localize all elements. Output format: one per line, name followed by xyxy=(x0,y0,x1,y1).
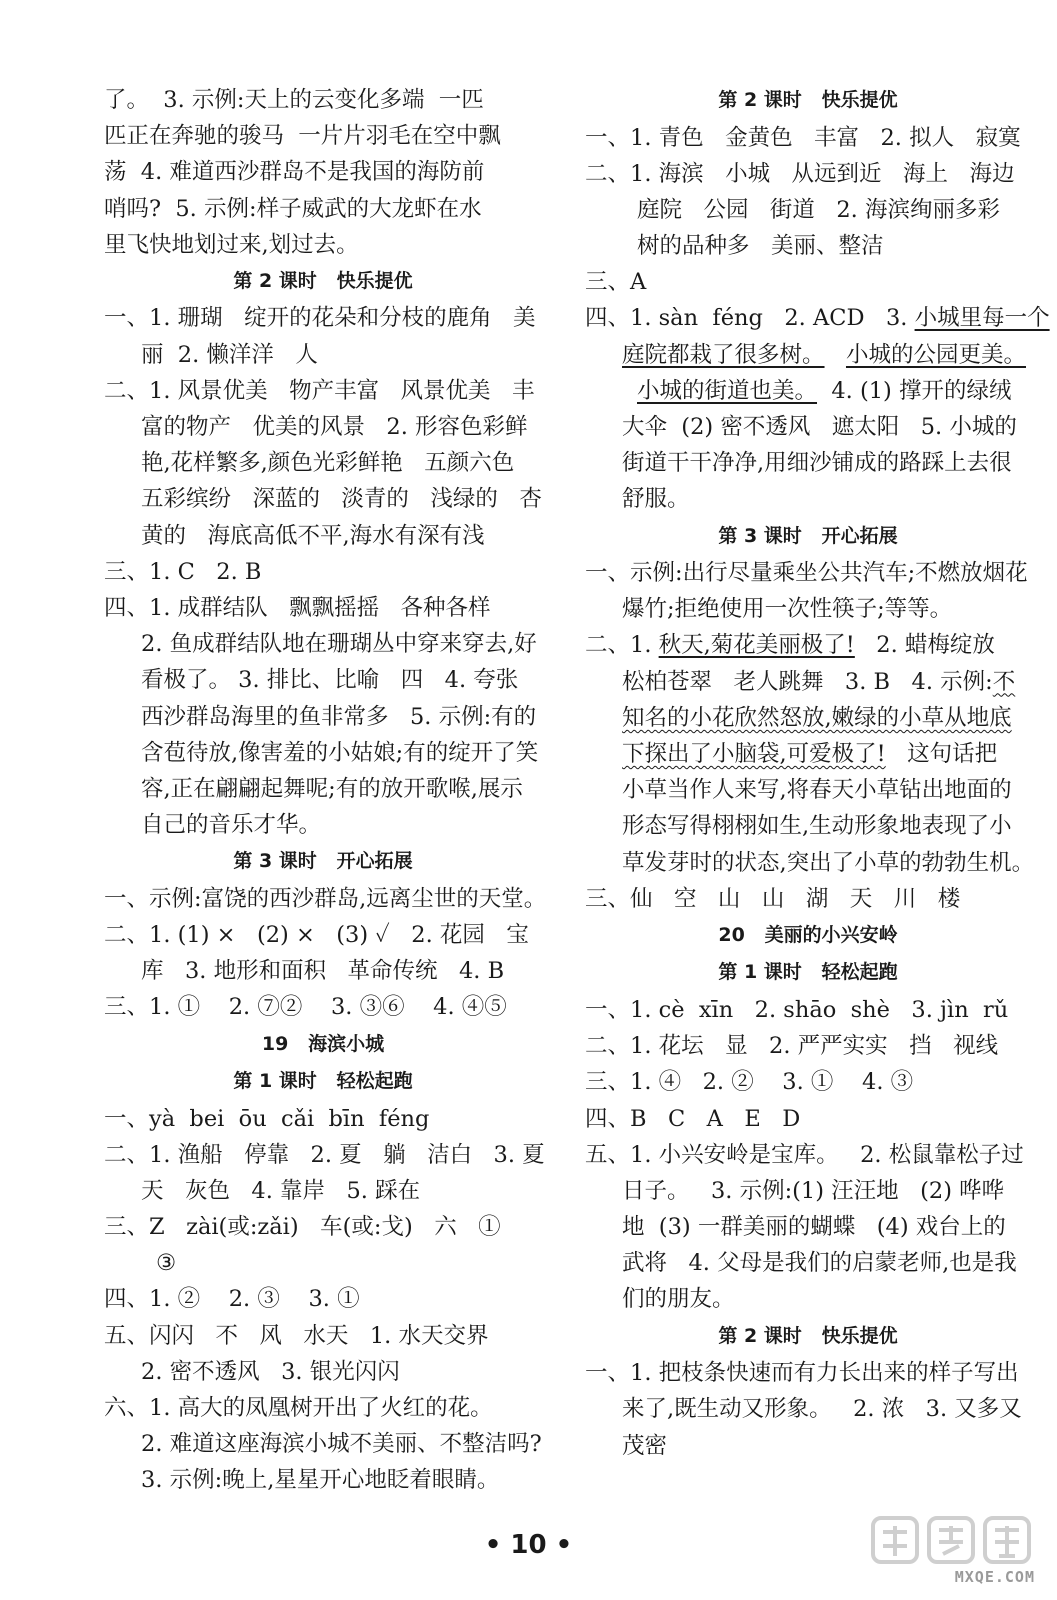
answer-line: 庭院 公园 街道 2. 海滨绚丽多彩 xyxy=(637,196,1000,223)
answer-line: 四、1. 成群结队 飘飘摇摇 各种各样 xyxy=(104,594,491,621)
answer-line: 二、1. 风景优美 物产丰富 风景优美 丰 xyxy=(104,377,535,404)
section-heading: 第 3 课时 开心拓展 xyxy=(233,850,413,873)
answer-line xyxy=(585,373,1031,409)
underlined-answer: 小城里每一个 xyxy=(914,305,1050,332)
answer-line: 了。 3. 示例:天上的云变化多端 一匹 xyxy=(104,87,484,113)
answer-text: 这句话把 xyxy=(885,741,998,767)
answer-text xyxy=(825,342,846,368)
lesson-title: 19 海滨小城 xyxy=(261,1032,385,1055)
answer-line: 一、yà bei ōu cǎi bīn féng xyxy=(104,1105,430,1132)
answer-line: 库 3. 地形和面积 革命传统 4. B xyxy=(141,958,505,985)
answer-line: 天 灰色 4. 靠岸 5. 踩在 xyxy=(141,1177,421,1204)
answer-line: 一、1. 把枝条快速而有力长出来的样子写出 xyxy=(585,1360,1019,1387)
answer-line: 二、1. (1) × (2) × (3) ✓ 2. 花园 宝 xyxy=(104,921,529,948)
answer-line: 茂密 xyxy=(622,1432,668,1459)
answer-line: 2. 鱼成群结队地在珊瑚丛中穿来穿去,好 xyxy=(141,631,537,658)
answer-line: 五彩缤纷 深蓝的 淡青的 浅绿的 杏 xyxy=(141,486,542,513)
underlined-answer: 小城的街道也美。 xyxy=(637,377,818,404)
answer-line: 富的物产 优美的风景 2. 形容色彩鲜 xyxy=(141,414,528,440)
answer-line: 地 (3) 一群美丽的蝴蝶 (4) 戏台上的 xyxy=(622,1214,1006,1241)
answer-line: 形态写得栩栩如生,生动形象地表现了小 xyxy=(622,813,1012,840)
answer-line: 二、1. 渔船 停靠 2. 夏 躺 洁白 3. 夏 xyxy=(104,1141,545,1168)
answer-line: 艳,花样繁多,颜色光彩鲜艳 五颜六色 xyxy=(141,450,515,477)
answer-line: 哨吗? 5. 示例:样子威武的大龙虾在水 xyxy=(104,195,482,222)
answer-line: 舒服。 xyxy=(622,486,690,513)
answer-line: 西沙群岛海里的鱼非常多 5. 示例:有的 xyxy=(141,703,537,730)
answer-line: 二、1. 花坛 显 2. 严严实实 挡 视线 xyxy=(585,1033,999,1060)
section-heading: 第 3 课时 开心拓展 xyxy=(718,524,898,547)
answer-line: 一、1. 青色 金黄色 丰富 2. 拟人 寂寞 xyxy=(585,124,1021,151)
answer-line: 三、仙 空 山 山 湖 天 川 楼 xyxy=(585,885,961,912)
answer-line: 丽 2. 懒洋洋 人 xyxy=(141,341,318,368)
answer-line: 草发芽时的状态,突出了小草的勃勃生机。 xyxy=(622,849,1035,876)
answer-line xyxy=(585,300,1050,336)
answer-text: 二、1. xyxy=(585,632,659,659)
wavy-underlined-answer: 下探出了小脑袋,可爱极了! xyxy=(622,741,886,767)
answer-line: 荡 4. 难道西沙群岛不是我国的海防前 xyxy=(104,159,485,186)
answer-line xyxy=(585,700,1031,736)
answer-line: 五、1. 小兴安岭是宝库。 2. 松鼠靠松子过 xyxy=(585,1141,1024,1168)
watermark-text: MXQE.COM xyxy=(954,1568,1035,1586)
answer-line: 爆竹;拒绝使用一次性筷子;等等。 xyxy=(622,596,953,623)
section-heading: 第 2 课时 快乐提优 xyxy=(718,1324,898,1347)
left-column xyxy=(104,82,547,1499)
page-number: • 10 • xyxy=(484,1530,573,1560)
answer-line: 自己的音乐才华。 xyxy=(141,812,322,839)
answer-line: 五、闪闪 不 风 水天 1. 水天交界 xyxy=(104,1322,489,1349)
section-heading: 第 2 课时 快乐提优 xyxy=(233,269,413,292)
answer-line: 四、1. ② 2. ③ 3. ① xyxy=(104,1286,360,1313)
answer-line: 们的朋友。 xyxy=(622,1286,735,1313)
section-heading: 第 2 课时 快乐提优 xyxy=(718,89,898,111)
answer-line xyxy=(585,337,1031,373)
answer-line: 里飞快地划过来,划过去。 xyxy=(104,231,359,258)
answer-line: 三、1. ① 2. ⑦② 3. ③⑥ 4. ④⑤ xyxy=(104,994,507,1021)
answer-line: 来了,既生动又形象。 2. 浓 3. 又多又 xyxy=(622,1396,1022,1423)
answer-line: 街道干干净净,用细沙铺成的路踩上去很 xyxy=(622,450,1012,477)
answer-line xyxy=(585,627,1031,663)
answer-line: 3. 示例:晚上,星星开心地眨着眼睛。 xyxy=(141,1467,500,1494)
answer-line: 含苞待放,像害羞的小姑娘;有的绽开了笑 xyxy=(141,739,539,766)
answer-text: 四、1. sàn féng 2. ACD 3. xyxy=(585,305,915,332)
right-column xyxy=(585,82,1050,1464)
underlined-answer: 秋天,菊花美丽极了! xyxy=(658,632,855,659)
answer-line: 三、A xyxy=(585,269,647,296)
answer-line: 一、1. 珊瑚 绽开的花朵和分枝的鹿角 美 xyxy=(104,305,536,332)
answer-line: 二、1. 海滨 小城 从远到近 海上 海边 xyxy=(585,160,1015,187)
answer-line: 武将 4. 父母是我们的启蒙老师,也是我 xyxy=(622,1250,1017,1277)
answer-line: 匹正在奔驰的骏马 一片片羽毛在空中飘 xyxy=(104,123,501,150)
lesson-title: 20 美丽的小兴安岭 xyxy=(718,923,898,946)
underlined-answer: 小城的公园更美。 xyxy=(845,341,1026,368)
answer-line: 一、示例:出行尽量乘坐公共汽车;不燃放烟花 xyxy=(585,560,1028,587)
answer-line: ③ xyxy=(156,1250,177,1277)
answer-line: 三、1. ④ 2. ② 3. ① 4. ③ xyxy=(585,1069,914,1096)
answer-line: 一、示例:富饶的西沙群岛,远离尘世的天堂。 xyxy=(104,885,547,912)
section-heading: 第 1 课时 轻松起跑 xyxy=(233,1070,413,1092)
answer-line: 六、1. 高大的凤凰树开出了火红的花。 xyxy=(104,1395,493,1421)
answer-text: 2. 蜡梅绽放 xyxy=(854,632,995,659)
answer-line: 三、1. C 2. B xyxy=(104,558,262,585)
answer-text: 松柏苍翠 老人跳舞 3. B 4. 示例: xyxy=(622,668,993,695)
answer-line: 容,正在翩翩起舞呢;有的放开歌喉,展示 xyxy=(141,775,523,802)
answer-line: 大伞 (2) 密不透风 遮太阳 5. 小城的 xyxy=(622,414,1017,440)
answer-line: 树的品种多 美丽、整洁 xyxy=(637,233,884,260)
answer-line xyxy=(585,736,1031,772)
wavy-underlined-answer: 知名的小花欣然怒放,嫩绿的小草从地底 xyxy=(622,704,1012,731)
answer-line: 2. 难道这座海滨小城不美丽、不整洁吗? xyxy=(141,1431,542,1458)
answer-line xyxy=(585,664,1031,700)
answer-line: 日子。 3. 示例:(1) 汪汪地 (2) 哗哗 xyxy=(622,1177,1005,1204)
answer-line: 黄的 海底高低不平,海水有深有浅 xyxy=(141,522,485,549)
answer-line: 四、B C A E D xyxy=(585,1105,801,1132)
answer-line: 小草当作人来写,将春天小草钻出地面的 xyxy=(622,777,1012,804)
answer-line: 看极了。 3. 排比、比喻 四 4. 夸张 xyxy=(141,667,519,694)
answer-text: 4. (1) 撑开的绿绒 xyxy=(817,377,1012,404)
wavy-underlined-answer: 不 xyxy=(992,668,1016,695)
answer-line: 一、1. cè xīn 2. shāo shè 3. jìn rǔ xyxy=(585,996,1009,1023)
underlined-answer: 庭院都栽了很多树。 xyxy=(622,341,825,368)
answer-line: 三、Z zài(或:zǎi) 车(或:戈) 六 ① xyxy=(104,1214,501,1241)
answer-line: 2. 密不透风 3. 银光闪闪 xyxy=(141,1358,400,1385)
section-heading: 第 1 课时 轻松起跑 xyxy=(718,961,898,984)
